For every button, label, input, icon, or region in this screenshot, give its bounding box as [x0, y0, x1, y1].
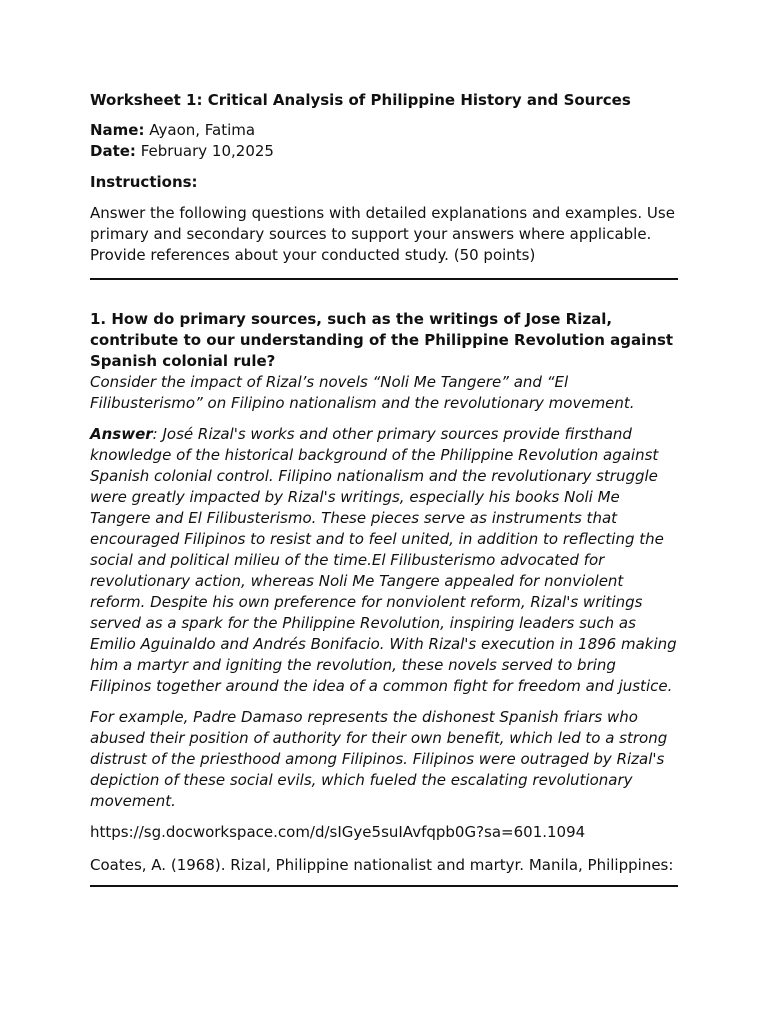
name-value: Ayaon, Fatima: [144, 121, 256, 139]
instructions-text: Answer the following questions with detailed explanations and examples. Use primary and secondary sources to support your answers where applicable. Provide references about your conducted study. (50 points): [90, 204, 675, 264]
date-line: [90, 141, 678, 162]
divider-top: [90, 278, 678, 280]
answer-text: : José Rizal's works and other primary sources provide firsthand knowledge of the historical background of the Philippine Revolution against Spanish colonial control. Filipino nationalism and the revolutionary struggle were greatly impacted by Rizal's writings, especially his books Noli Me Tangere and El Filibusterismo. These pieces serve as instruments that encouraged Filipinos to resist and to feel united, in addition to reflecting the social and political milieu of the time.El Filibusterismo advocated for revolutionary action, whereas Noli Me Tangere appealed for nonviolent reform. Despite his own preference for nonviolent reform, Rizal's writings served as a spark for the Philippine Revolution, inspiring leaders such as Emilio Aguinaldo and Andrés Bonifacio. With Rizal's execution in 1896 making him a martyr and igniting the revolution, these novels served to bring Filipinos together around the idea of a common fight for freedom and justice.: [90, 425, 677, 695]
answer-label: Answer: [90, 425, 153, 443]
worksheet-title: Worksheet 1: Critical Analysis of Philippine History and Sources: [90, 91, 631, 109]
date-value: February 10,2025: [135, 142, 274, 160]
date-label: Date:: [90, 142, 136, 160]
divider-bottom: [90, 885, 678, 887]
name-label: Name:: [90, 121, 145, 139]
reference-citation: Coates, A. (1968). Rizal, Philippine nationalist and martyr. Manila, Philippines:: [90, 856, 674, 874]
reference-url: https://sg.docworkspace.com/d/sIGye5suIAvfqpb0G?sa=601.1094: [90, 823, 586, 841]
question-1-title: 1. How do primary sources, such as the writings of Jose Rizal, contribute to our understanding of the Philippine Revolution against Spanish colonial rule?: [90, 310, 674, 370]
document-page: [90, 90, 678, 887]
question-1-answer: [90, 424, 678, 697]
name-line: [90, 120, 678, 141]
instructions-heading: Instructions:: [90, 173, 198, 191]
question-1-example: For example, Padre Damaso represents the dishonest Spanish friars who abused their position of authority for their own benefit, which led to a strong distrust of the priesthood among Filipinos. Filipinos were outraged by Rizal's depiction of these social evils, which fueled the escalating revolutionary movement.: [90, 708, 668, 810]
question-1-prompt: Consider the impact of Rizal’s novels “Noli Me Tangere” and “El Filibusterismo” on Filipino nationalism and the revolutionary movement.: [90, 373, 635, 412]
